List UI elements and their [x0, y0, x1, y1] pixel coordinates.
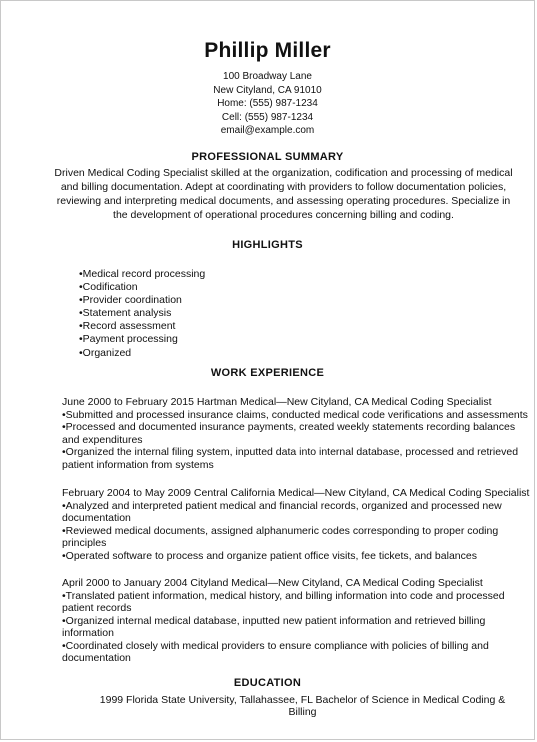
job-entry	[62, 577, 532, 665]
address-line-1: 100 Broadway Lane	[223, 71, 312, 82]
job-bullet: patient records	[62, 602, 132, 614]
job-bullet: •Analyzed and interpreted patient medical and financial records, organized and processed new	[62, 499, 502, 512]
job-bullet: patient information from systems	[62, 458, 214, 471]
job-title-line: April 2000 to January 2004 Cityland Medical—New Cityland, CA Medical Coding Specialist	[62, 577, 483, 589]
highlight-item: •Record assessment	[79, 320, 176, 333]
job-bullet: documentation	[62, 652, 131, 664]
summary-line: Driven Medical Coding Specialist skilled at the organization, codification and processing of medical	[54, 167, 513, 179]
job-bullet: principles	[62, 537, 107, 549]
job-bullet: •Coordinated closely with medical providers to ensure compliance with policies of billing and	[62, 639, 489, 652]
summary-line: the development of operational procedures concerning billing and coding.	[113, 209, 454, 221]
summary-text	[49, 166, 518, 222]
job-entry	[62, 396, 532, 471]
email: email@example.com	[220, 125, 315, 136]
education-heading: EDUCATION	[233, 677, 302, 689]
job-title-line: February 2004 to May 2009 Central California Medical—New Cityland, CA Medical Coding Specialist	[62, 487, 530, 499]
education-line: 1999 Florida State University, Tallahassee, FL Bachelor of Science in Medical Coding & Billing	[99, 694, 506, 718]
experience-heading: WORK EXPERIENCE	[210, 367, 325, 379]
job-bullet: and expenditures	[62, 433, 143, 446]
highlight-item: •Organized	[79, 346, 132, 359]
summary-line: and billing documentation. Adept at coordinating with providers to follow documentation policies,	[60, 181, 507, 193]
home-phone: Home: (555) 987-1234	[217, 98, 318, 109]
job-bullet: •Processed and documented insurance payments, created weekly statements recording balances	[62, 421, 516, 433]
highlights-list	[79, 268, 205, 360]
job-bullet: •Organized internal medical database, inputted new patient information and retrieved billing	[62, 614, 486, 627]
job-bullet: •Submitted and processed insurance claims, conducted medical code verifications and assessments	[62, 408, 528, 421]
highlights-heading: HIGHLIGHTS	[232, 239, 303, 251]
job-title-line: June 2000 to February 2015 Hartman Medical—New Cityland, CA Medical Coding Specialist	[62, 396, 492, 408]
highlight-item: •Payment processing	[79, 333, 178, 346]
summary-line: reviewing and interpreting medical documents, and assessing operating procedures. Specialize in	[56, 195, 511, 207]
job-bullet: •Organized the internal filing system, inputted data into internal database, processed and retrieved	[62, 446, 519, 458]
job-bullet: •Translated patient information, medical history, and billing information into code and processed	[62, 589, 505, 602]
summary-heading: PROFESSIONAL SUMMARY	[191, 151, 344, 163]
job-bullet: •Operated software to process and organize patient office visits, fee tickets, and balances	[62, 549, 477, 562]
job-bullet: documentation	[62, 512, 131, 524]
highlight-item: •Medical record processing	[79, 268, 206, 280]
highlight-item: •Codification	[79, 281, 138, 294]
job-bullet: •Reviewed medical documents, assigned alphanumeric codes corresponding to proper coding	[62, 524, 499, 537]
address-line-2: New Cityland, CA 91010	[213, 84, 322, 96]
contact-block	[1, 70, 534, 138]
highlight-item: •Provider coordination	[79, 294, 182, 307]
cell-phone: Cell: (555) 987-1234	[221, 111, 314, 123]
job-bullet: information	[62, 627, 114, 639]
candidate-name: Phillip Miller	[204, 39, 331, 62]
education-entry	[1, 694, 520, 718]
highlight-item: •Statement analysis	[79, 307, 172, 320]
job-entry	[62, 487, 532, 562]
